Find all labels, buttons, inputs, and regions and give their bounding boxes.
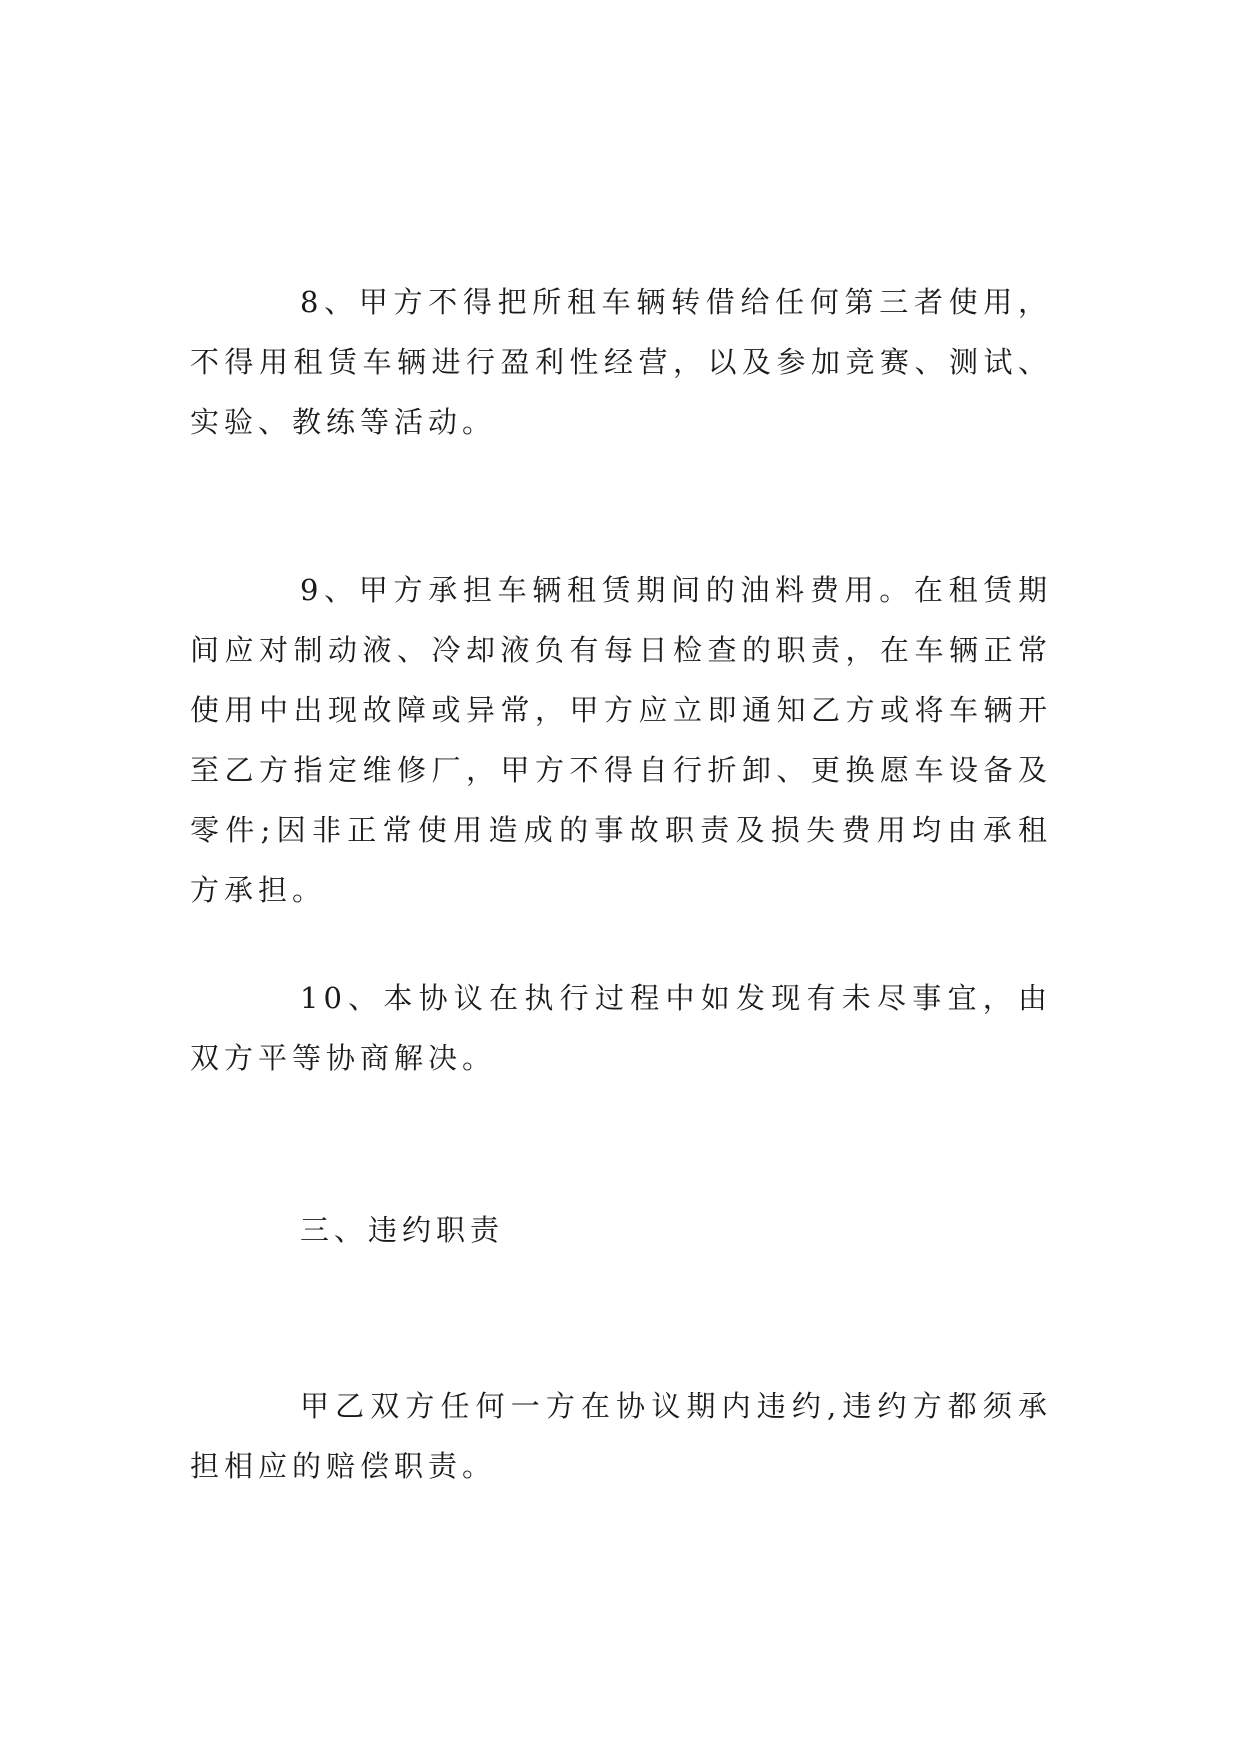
section-heading-breach: 三、违约职责	[300, 1213, 505, 1247]
clause-10-paragraph: 10、本协议在执行过程中如发现有未尽事宜，由双方平等协商解决。	[190, 981, 1052, 1075]
breach-liability-paragraph: 甲乙双方任何一方在协议期内违约,违约方都须承担相应的赔偿职责。	[190, 1389, 1052, 1483]
clause-8-paragraph: 8、甲方不得把所租车辆转借给任何第三者使用，不得用租赁车辆进行盈利性经营，以及参加竞赛、测试、实验、教练等活动。	[190, 285, 1052, 439]
clause-9-paragraph: 9、甲方承担车辆租赁期间的油料费用。在租赁期间应对制动液、冷却液负有每日检查的职责，在车辆正常使用中出现故障或异常，甲方应立即通知乙方或将车辆开至乙方指定维修厂，甲方不得自行折卸、更换愿车设备及零件;因非正常使用造成的事故职责及损失费用均由承租方承担。	[190, 573, 1052, 907]
